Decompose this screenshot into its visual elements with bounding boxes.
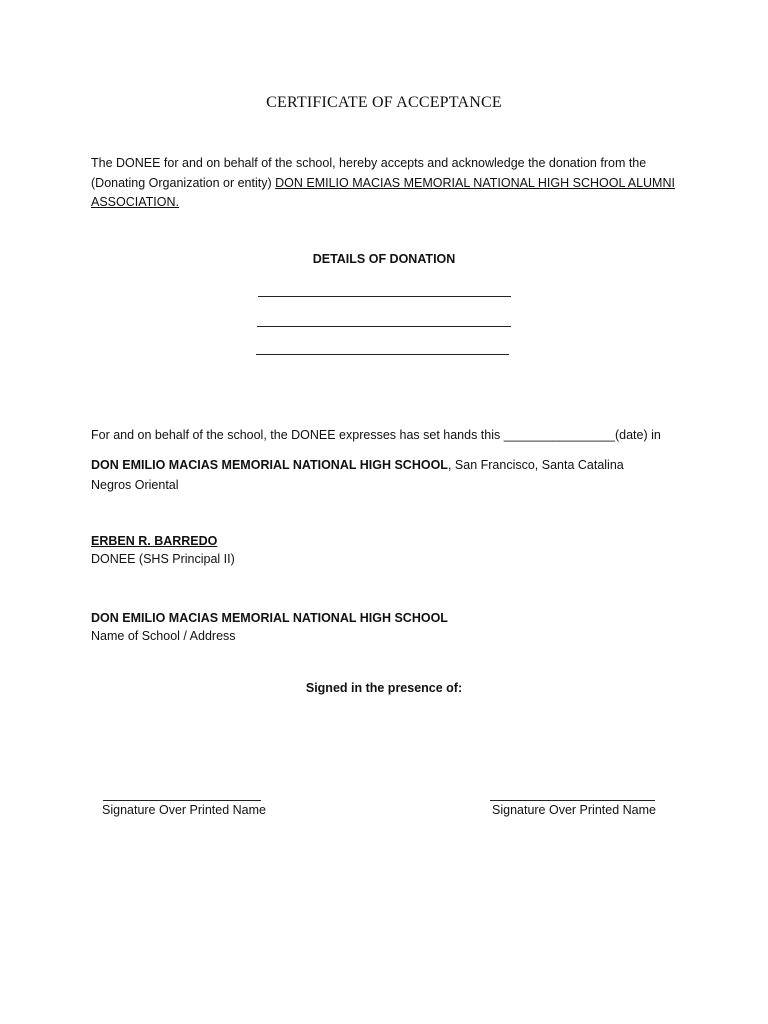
donee-name: ERBEN R. BARREDO: [91, 534, 218, 548]
left-signature-label: Signature Over Printed Name: [102, 803, 266, 817]
intro-text: The DONEE for and on behalf of the school, hereby accepts and acknowledge the donation from the (Donating Organization or entity): [91, 156, 647, 190]
behalf-line: [91, 428, 661, 442]
left-signature-line: [103, 800, 261, 801]
donor-name: DON EMILIO MACIAS MEMORIAL NATIONAL HIGH SCHOOL ALUMNI ASSOCIATION.: [91, 175, 675, 209]
school-address-label: Name of School / Address: [91, 629, 236, 643]
behalf-text: For and on behalf of the school, the DONEE expresses has set hands this: [91, 428, 504, 442]
school-location-paragraph: [91, 456, 651, 495]
details-blank-line-3: [256, 354, 509, 355]
date-blank: ________________: [503, 428, 615, 442]
donee-role: DONEE (SHS Principal II): [91, 552, 235, 566]
intro-paragraph: [91, 154, 681, 213]
school-name: DON EMILIO MACIAS MEMORIAL NATIONAL HIGH SCHOOL: [91, 611, 448, 625]
right-signature-label: Signature Over Printed Name: [492, 803, 656, 817]
date-label: (date) in: [614, 428, 661, 442]
document-title: CERTIFICATE OF ACCEPTANCE: [266, 94, 502, 111]
witness-heading: Signed in the presence of:: [305, 681, 463, 695]
school-location: , San Francisco, Santa Catalina Negros Oriental: [91, 458, 624, 492]
behalf-school-name: DON EMILIO MACIAS MEMORIAL NATIONAL HIGH SCHOOL: [91, 458, 448, 472]
right-signature-line: [490, 800, 655, 801]
details-heading: DETAILS OF DONATION: [312, 252, 456, 266]
details-blank-line-1: [258, 296, 511, 297]
details-blank-line-2: [257, 326, 511, 327]
